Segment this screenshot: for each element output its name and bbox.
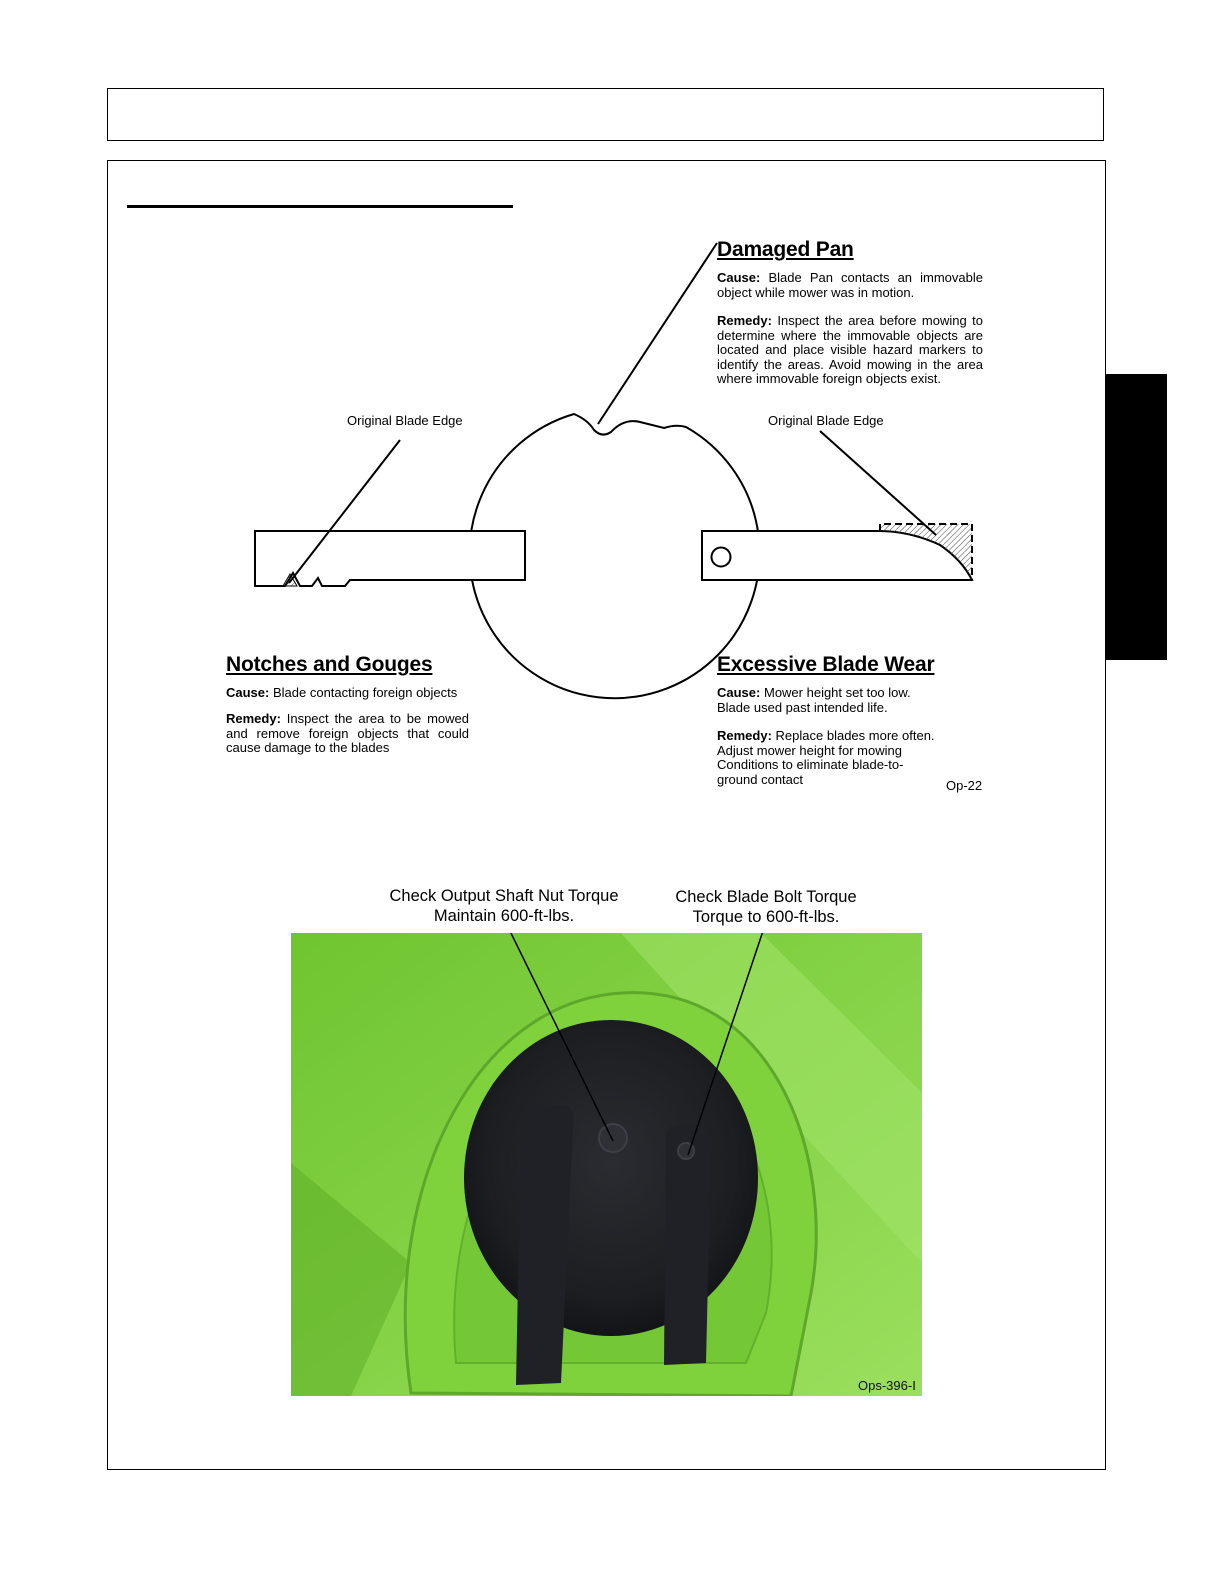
notches-cause (226, 686, 471, 701)
caption-line-2: Maintain 600-ft-lbs. (433, 907, 575, 925)
right-edge-leader (820, 431, 936, 535)
remedy-text: Inspect the area to be mowed and remove foreign objects that could cause damage to the blades (226, 711, 469, 756)
damaged-pan-cause (717, 271, 983, 300)
remedy-text: Inspect the area before mowing to determine where the immovable objects are located and place visible hazard markers to identify the areas. Avoid mowing in the area where immovable foreign objects exist. (717, 313, 983, 387)
right-original-blade-edge-label: Original Blade Edge (768, 413, 884, 428)
output-shaft-nut (599, 1124, 627, 1152)
damaged-pan-leader (598, 243, 717, 424)
excessive-wear-title: Excessive Blade Wear (717, 653, 935, 676)
remedy-line-3: Conditions to eliminate blade-to- (717, 757, 904, 773)
diagram-id: Op-22 (946, 778, 983, 793)
remedy-label: Remedy: (717, 313, 772, 328)
cause-label: Cause: (226, 685, 270, 700)
wear-cause (717, 686, 967, 715)
damaged-pan-remedy (717, 314, 983, 387)
output-shaft-caption (384, 886, 624, 926)
notches-gouges-title: Notches and Gouges (226, 653, 433, 676)
notches-remedy (226, 712, 469, 756)
caption-line-1: Check Output Shaft Nut Torque (389, 887, 619, 905)
remedy-line-1: Replace blades more often. (775, 728, 935, 743)
blade-bolt-caption (668, 887, 864, 927)
left-blade (255, 531, 525, 586)
blade-bolt-hole (712, 548, 731, 567)
left-original-blade-edge-label: Original Blade Edge (347, 413, 463, 428)
remedy-label: Remedy: (717, 728, 772, 743)
blade-pan-disc (464, 1020, 758, 1336)
right-blade-in-photo (664, 1125, 711, 1365)
cause-label: Cause: (717, 270, 761, 285)
remedy-label: Remedy: (226, 711, 281, 726)
mower-photo-illustration (291, 933, 922, 1396)
damaged-pan-title: Damaged Pan (717, 238, 854, 261)
cause-line-2: Blade used past intended life. (717, 699, 888, 715)
cause-text: Blade Pan contacts an immovable object while mower was in motion. (717, 270, 983, 300)
caption-line-1: Check Blade Bolt Torque (675, 888, 857, 906)
cause-text: Blade contacting foreign objects (272, 685, 458, 700)
cause-label: Cause: (717, 685, 761, 700)
cause-line-1: Mower height set too low. (763, 685, 911, 700)
photo-id: Ops-396-I (858, 1378, 916, 1393)
remedy-line-4: ground contact (717, 771, 804, 787)
caption-line-2: Torque to 600-ft-lbs. (692, 908, 840, 926)
wear-remedy (717, 729, 967, 787)
mower-blade-photo (291, 933, 922, 1396)
remedy-line-2: Adjust mower height for mowing (717, 742, 902, 758)
